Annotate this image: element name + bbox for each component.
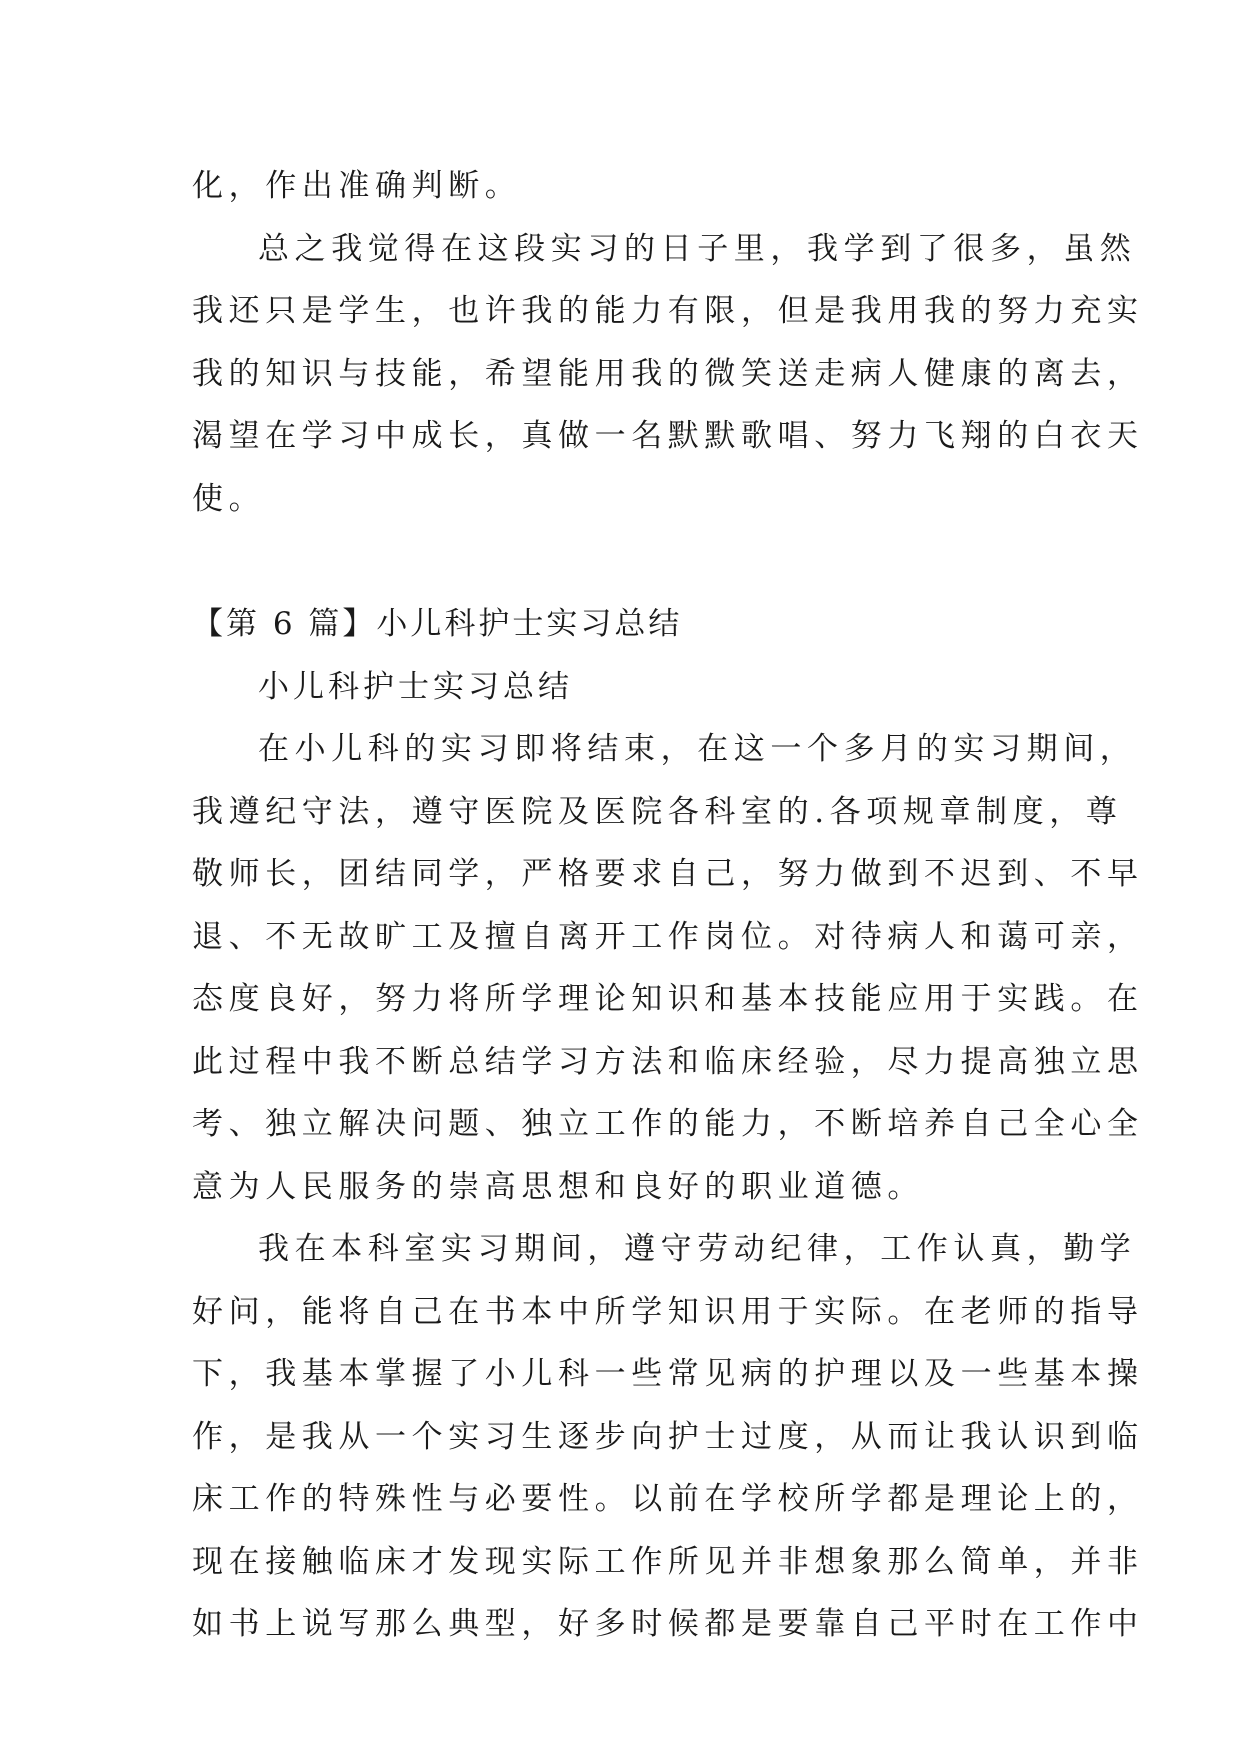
text-line: 我遵纪守法，遵守医院及医院各科室的.各项规章制度，尊 <box>192 794 1123 830</box>
text-line: 床工作的特殊性与必要性。以前在学校所学都是理论上的， <box>192 1481 1144 1517</box>
text-line: 下，我基本掌握了小儿科一些常见病的护理以及一些基本操 <box>192 1356 1144 1392</box>
text-line: 总之我觉得在这段实习的日子里，我学到了很多，虽然 <box>258 231 1137 267</box>
text-line: 现在接触临床才发现实际工作所见并非想象那么简单，并非 <box>192 1544 1144 1580</box>
text-line: 化，作出准确判断。 <box>192 168 522 204</box>
text-line: 使。 <box>192 481 266 517</box>
text-line: 退、不无故旷工及擅自离开工作岗位。对待病人和蔼可亲， <box>192 919 1144 955</box>
text-line: 我在本科室实习期间，遵守劳动纪律，工作认真，勤学 <box>258 1231 1137 1267</box>
text-line: 在小儿科的实习即将结束，在这一个多月的实习期间， <box>258 731 1137 767</box>
text-line: 此过程中我不断总结学习方法和临床经验，尽力提高独立思 <box>192 1044 1144 1080</box>
text-line: 好问，能将自己在书本中所学知识用于实际。在老师的指导 <box>192 1294 1144 1330</box>
text-line: 我的知识与技能，希望能用我的微笑送走病人健康的离去， <box>192 356 1144 392</box>
text-line: 我还只是学生，也许我的能力有限，但是我用我的努力充实 <box>192 293 1144 329</box>
text-line: 意为人民服务的崇高思想和良好的职业道德。 <box>192 1169 924 1205</box>
text-line: 渴望在学习中成长，真做一名默默歌唱、努力飞翔的白衣天 <box>192 418 1144 454</box>
text-line: 敬师长，团结同学，严格要求自己，努力做到不迟到、不早 <box>192 856 1144 892</box>
text-line: 作，是我从一个实习生逐步向护士过度，从而让我认识到临 <box>192 1419 1144 1455</box>
text-line: 如书上说写那么典型，好多时候都是要靠自己平时在工作中 <box>192 1606 1144 1642</box>
text-line: 考、独立解决问题、独立工作的能力，不断培养自己全心全 <box>192 1106 1144 1142</box>
section-heading: 【第 6 篇】小儿科护士实习总结 <box>192 606 683 642</box>
text-line: 态度良好，努力将所学理论知识和基本技能应用于实践。在 <box>192 981 1144 1017</box>
section-subtitle: 小儿科护士实习总结 <box>258 669 573 705</box>
